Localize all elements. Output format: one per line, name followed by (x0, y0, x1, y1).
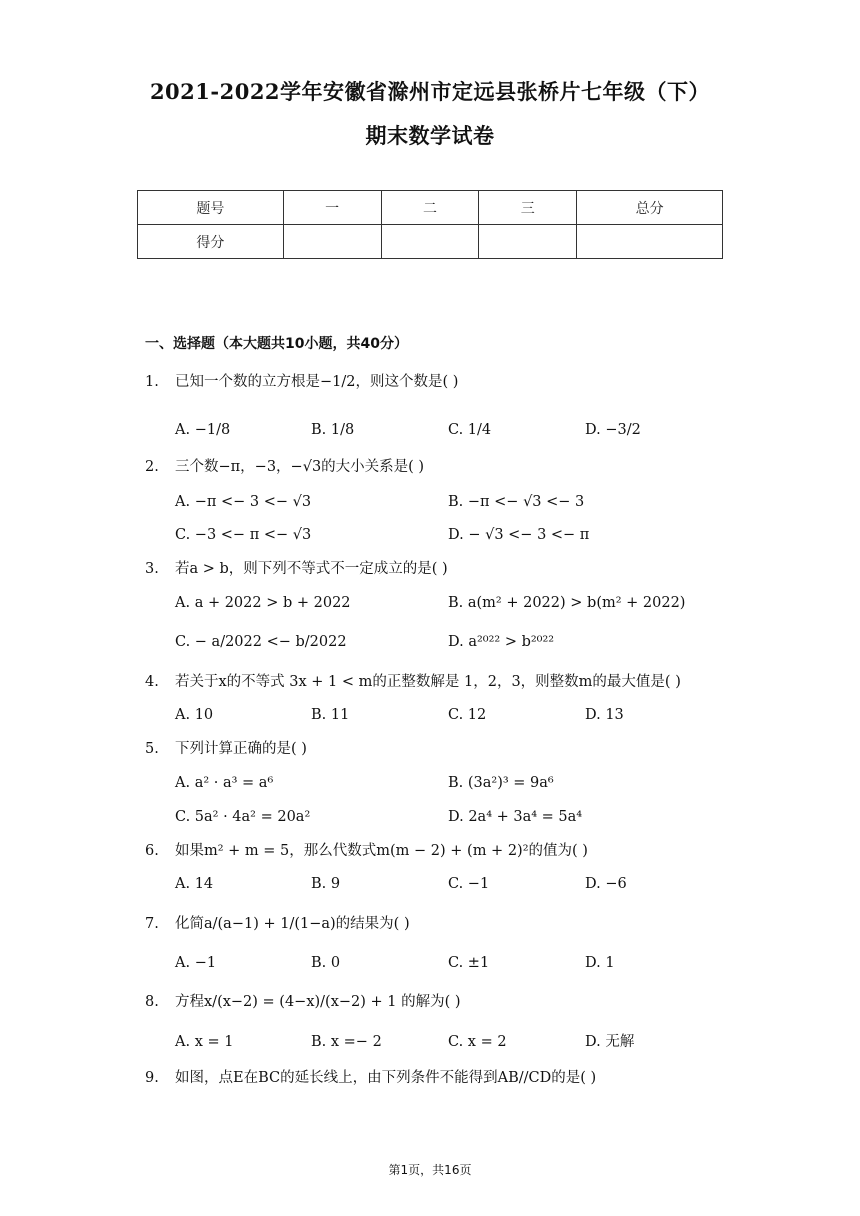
option-b: B. a(m² + 2022) > b(m² + 2022) (448, 595, 686, 611)
question-text: 化简a/(a−1) + 1/(1−a)的结果为( ) (175, 916, 410, 932)
option-a: A. −π <− 3 <− √3 (175, 494, 312, 510)
option-c: C. ±1 (448, 955, 490, 971)
score-header-cell: 总分 (577, 191, 723, 225)
score-cell (479, 225, 577, 259)
option-a: A. a + 2022 > b + 2022 (175, 595, 351, 611)
question-number: 6. (145, 843, 159, 859)
option-b: B. 11 (311, 707, 350, 723)
question-number: 9. (145, 1070, 159, 1086)
option-d: D. 无解 (585, 1034, 635, 1050)
option-c: C. 1/4 (448, 422, 492, 438)
question-number: 1. (145, 374, 159, 390)
question-number: 5. (145, 741, 159, 757)
option-b: B. 0 (311, 955, 341, 971)
option-c: C. − a/2022 <− b/2022 (175, 634, 347, 650)
question-text: 若关于x的不等式 3x + 1 < m的正整数解是 1，2，3，则整数m的最大值是( ) (175, 674, 681, 690)
question-number: 4. (145, 674, 159, 690)
question-number: 8. (145, 994, 159, 1010)
option-a: A. 10 (175, 707, 214, 723)
option-b: B. x =− 2 (311, 1034, 382, 1050)
score-header-cell: 三 (479, 191, 577, 225)
score-header-cell: 题号 (138, 191, 284, 225)
section-heading: 一、选择题（本大题共10小题，共40分） (145, 336, 408, 352)
score-table-score-row (138, 225, 723, 259)
question-text: 下列计算正确的是( ) (175, 741, 307, 757)
score-table-header-row (138, 191, 723, 225)
question-text: 如果m² + m = 5，那么代数式m(m − 2) + (m + 2)²的值为( ) (175, 843, 588, 859)
option-c: C. 12 (448, 707, 487, 723)
option-d: D. 13 (585, 707, 624, 723)
question-text: 三个数−π，−3，−√3的大小关系是( ) (175, 459, 425, 475)
option-a: A. x = 1 (175, 1034, 234, 1050)
option-d: D. −6 (585, 876, 627, 892)
option-a: A. −1/8 (175, 422, 231, 438)
page-footer: 第1页，共16页 (388, 1163, 472, 1177)
score-header-cell: 二 (381, 191, 479, 225)
score-cell (381, 225, 479, 259)
question-number: 7. (145, 916, 159, 932)
option-b: B. −π <− √3 <− 3 (448, 494, 585, 510)
option-c: C. x = 2 (448, 1034, 507, 1050)
option-d: D. 2a⁴ + 3a⁴ = 5a⁴ (448, 809, 583, 825)
option-a: A. a² · a³ = a⁶ (175, 775, 274, 791)
question-number: 3. (145, 561, 159, 577)
question-text: 方程x/(x−2) = (4−x)/(x−2) + 1 的解为( ) (175, 994, 461, 1010)
option-d: D. − √3 <− 3 <− π (448, 527, 590, 543)
question-text: 如图，点E在BC的延长线上，由下列条件不能得到AB//CD的是( ) (175, 1070, 597, 1086)
score-header-cell: 一 (283, 191, 381, 225)
option-d: D. a²⁰²² > b²⁰²² (448, 634, 555, 650)
score-table (137, 190, 723, 259)
option-c: C. −3 <− π <− √3 (175, 527, 312, 543)
score-row-label: 得分 (138, 225, 284, 259)
score-cell (283, 225, 381, 259)
option-c: C. −1 (448, 876, 490, 892)
option-b: B. (3a²)³ = 9a⁶ (448, 775, 554, 791)
option-a: A. 14 (175, 876, 214, 892)
score-cell (577, 225, 723, 259)
exam-title-line2: 期末数学试卷 (365, 123, 495, 148)
question-text: 若a > b，则下列不等式不一定成立的是( ) (175, 561, 448, 577)
option-c: C. 5a² · 4a² = 20a² (175, 809, 311, 825)
question-number: 2. (145, 459, 159, 475)
question-text: 已知一个数的立方根是−1/2，则这个数是( ) (175, 374, 459, 390)
exam-title-line1: 2021-2022学年安徽省滁州市定远县张桥片七年级（下） (149, 79, 711, 104)
option-b: B. 9 (311, 876, 341, 892)
option-b: B. 1/8 (311, 422, 355, 438)
option-d: D. 1 (585, 955, 615, 971)
option-d: D. −3/2 (585, 422, 641, 438)
option-a: A. −1 (175, 955, 217, 971)
